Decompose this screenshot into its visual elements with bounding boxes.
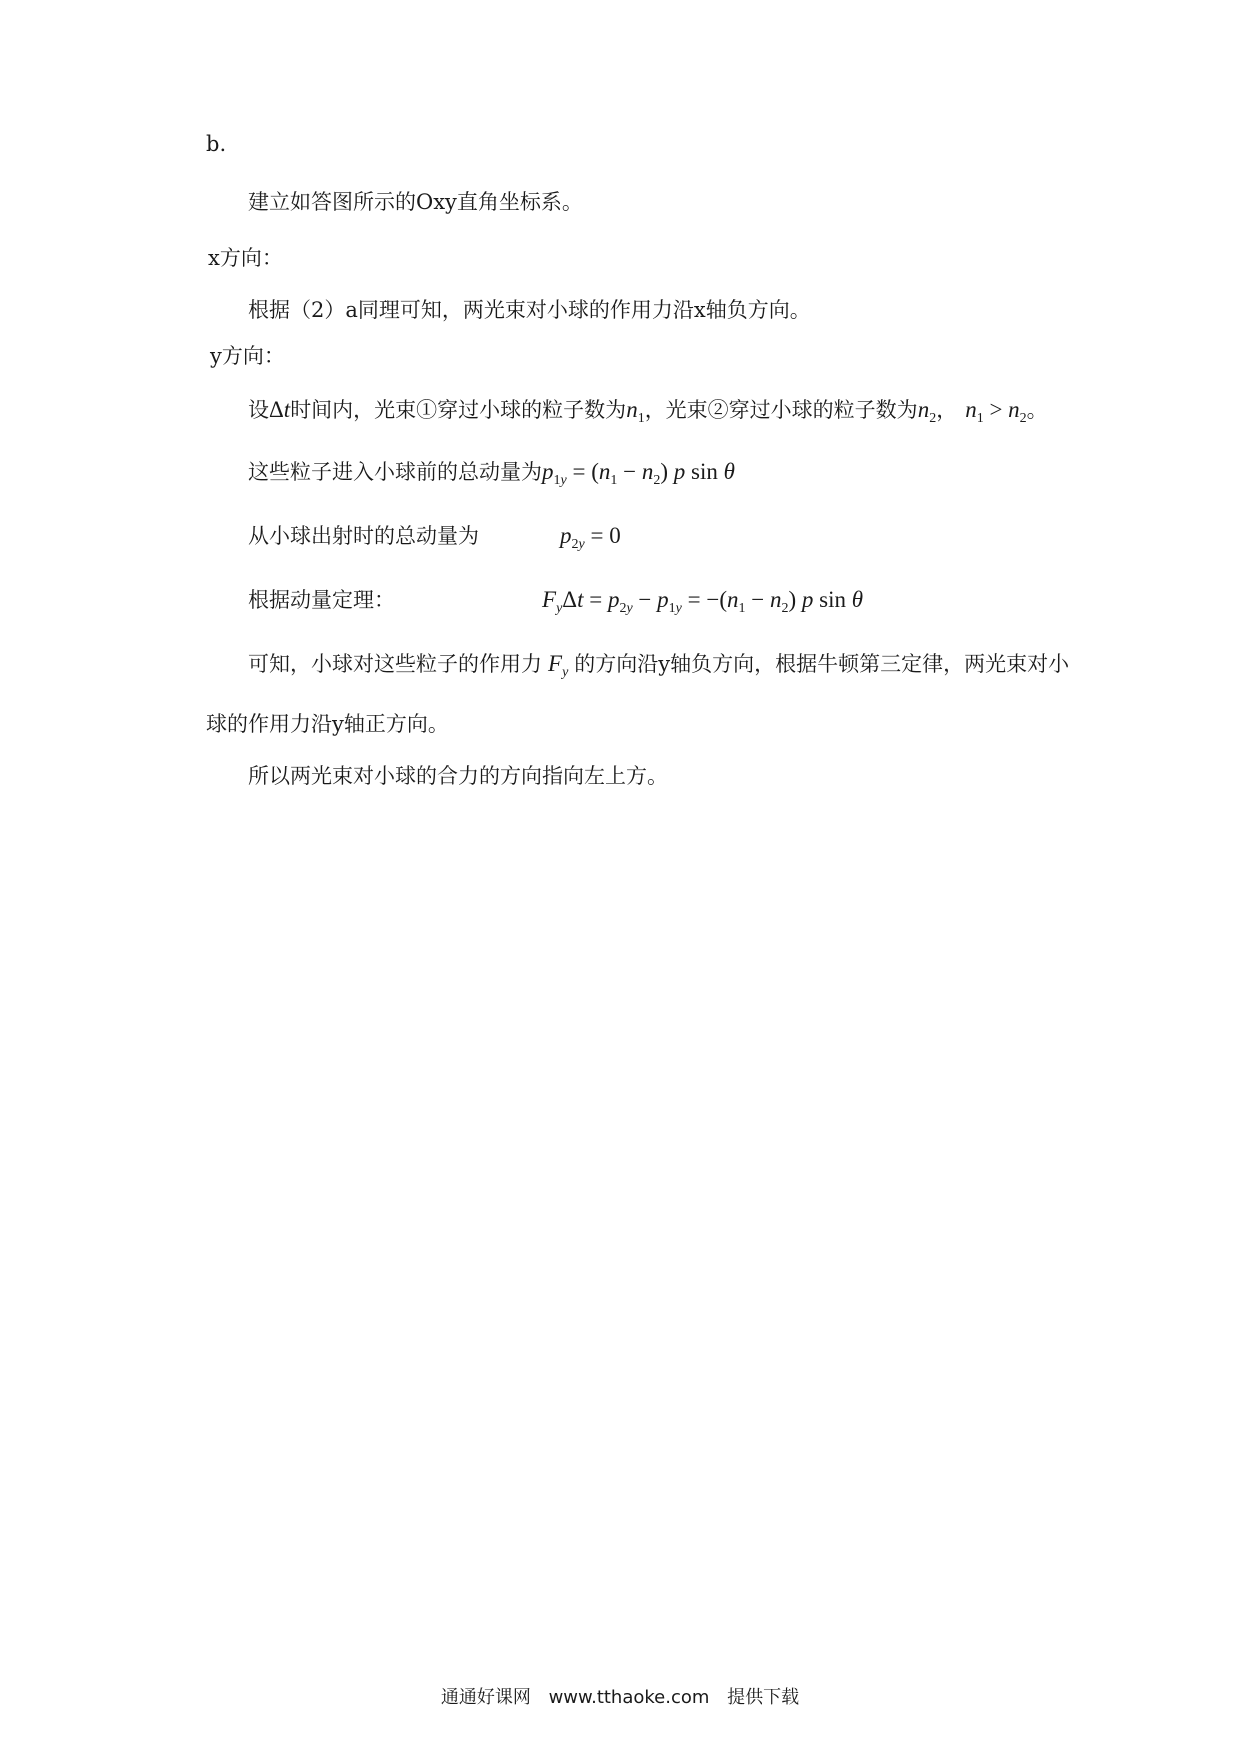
y-setup-paragraph — [248, 396, 1048, 433]
conclusion-text-1: 可知，小球对这些粒子的作用力 — [248, 652, 542, 676]
y-direction-heading: y方向： — [210, 344, 285, 368]
n1-symbol: $n_1$ — [626, 397, 645, 426]
y-setup-text-4: ， — [936, 398, 958, 422]
momentum-after-line — [248, 522, 621, 552]
momentum-after-label: 从小球出射时的总动量为 — [248, 524, 479, 548]
part-label: b. — [206, 132, 227, 156]
footer-provided-text: 提供下载 — [727, 1687, 800, 1708]
delta-t-symbol: Δt — [269, 397, 291, 422]
momentum-theorem-line — [248, 586, 864, 616]
momentum-after-equation: $p_{2y} = 0$ — [560, 523, 621, 552]
page-footer — [0, 1683, 1240, 1709]
x-direction-heading: x方向： — [208, 246, 283, 270]
intro-paragraph: 建立如答图所示的Oxy直角坐标系。 — [248, 190, 583, 214]
x-direction-body: 根据（2）a同理可知，两光束对小球的作用力沿x轴负方向。 — [248, 298, 811, 322]
y-setup-text-3: ，光束②穿过小球的粒子数为 — [644, 398, 918, 422]
momentum-before-line — [248, 458, 735, 495]
conclusion-text-2: 的方向沿y轴负方向，根据牛顿第三定律，两光束对小 — [574, 652, 1070, 676]
footer-url: www.tthaoke.com — [548, 1687, 710, 1708]
n1-gt-n2-inequality: $n_1 > n_2$ — [965, 397, 1027, 426]
conclusion-line-2: 球的作用力沿y轴正方向。 — [206, 712, 449, 736]
momentum-before-label: 这些粒子进入小球前的总动量为 — [248, 460, 542, 484]
momentum-before-equation: $p_{1y} = (n_1 - n_2)$ p sin θ — [542, 459, 735, 488]
fy-symbol: $F_y$ — [548, 651, 569, 680]
y-setup-text-5: 。 — [1026, 398, 1048, 422]
footer-site-name: 通通好课网 — [440, 1687, 531, 1708]
y-setup-text-1: 设 — [248, 398, 269, 422]
momentum-theorem-equation: $F_y\Delta t = p_{2y} - p_{1y} = -(n_1 - n_2)$ p sin θ — [542, 587, 864, 616]
conclusion-line-1 — [248, 650, 1069, 687]
momentum-theorem-label: 根据动量定理： — [248, 588, 395, 612]
y-setup-text-2: 时间内，光束①穿过小球的粒子数为 — [290, 398, 627, 422]
n2-symbol: $n_2$ — [917, 397, 937, 426]
final-conclusion: 所以两光束对小球的合力的方向指向左上方。 — [248, 764, 668, 788]
